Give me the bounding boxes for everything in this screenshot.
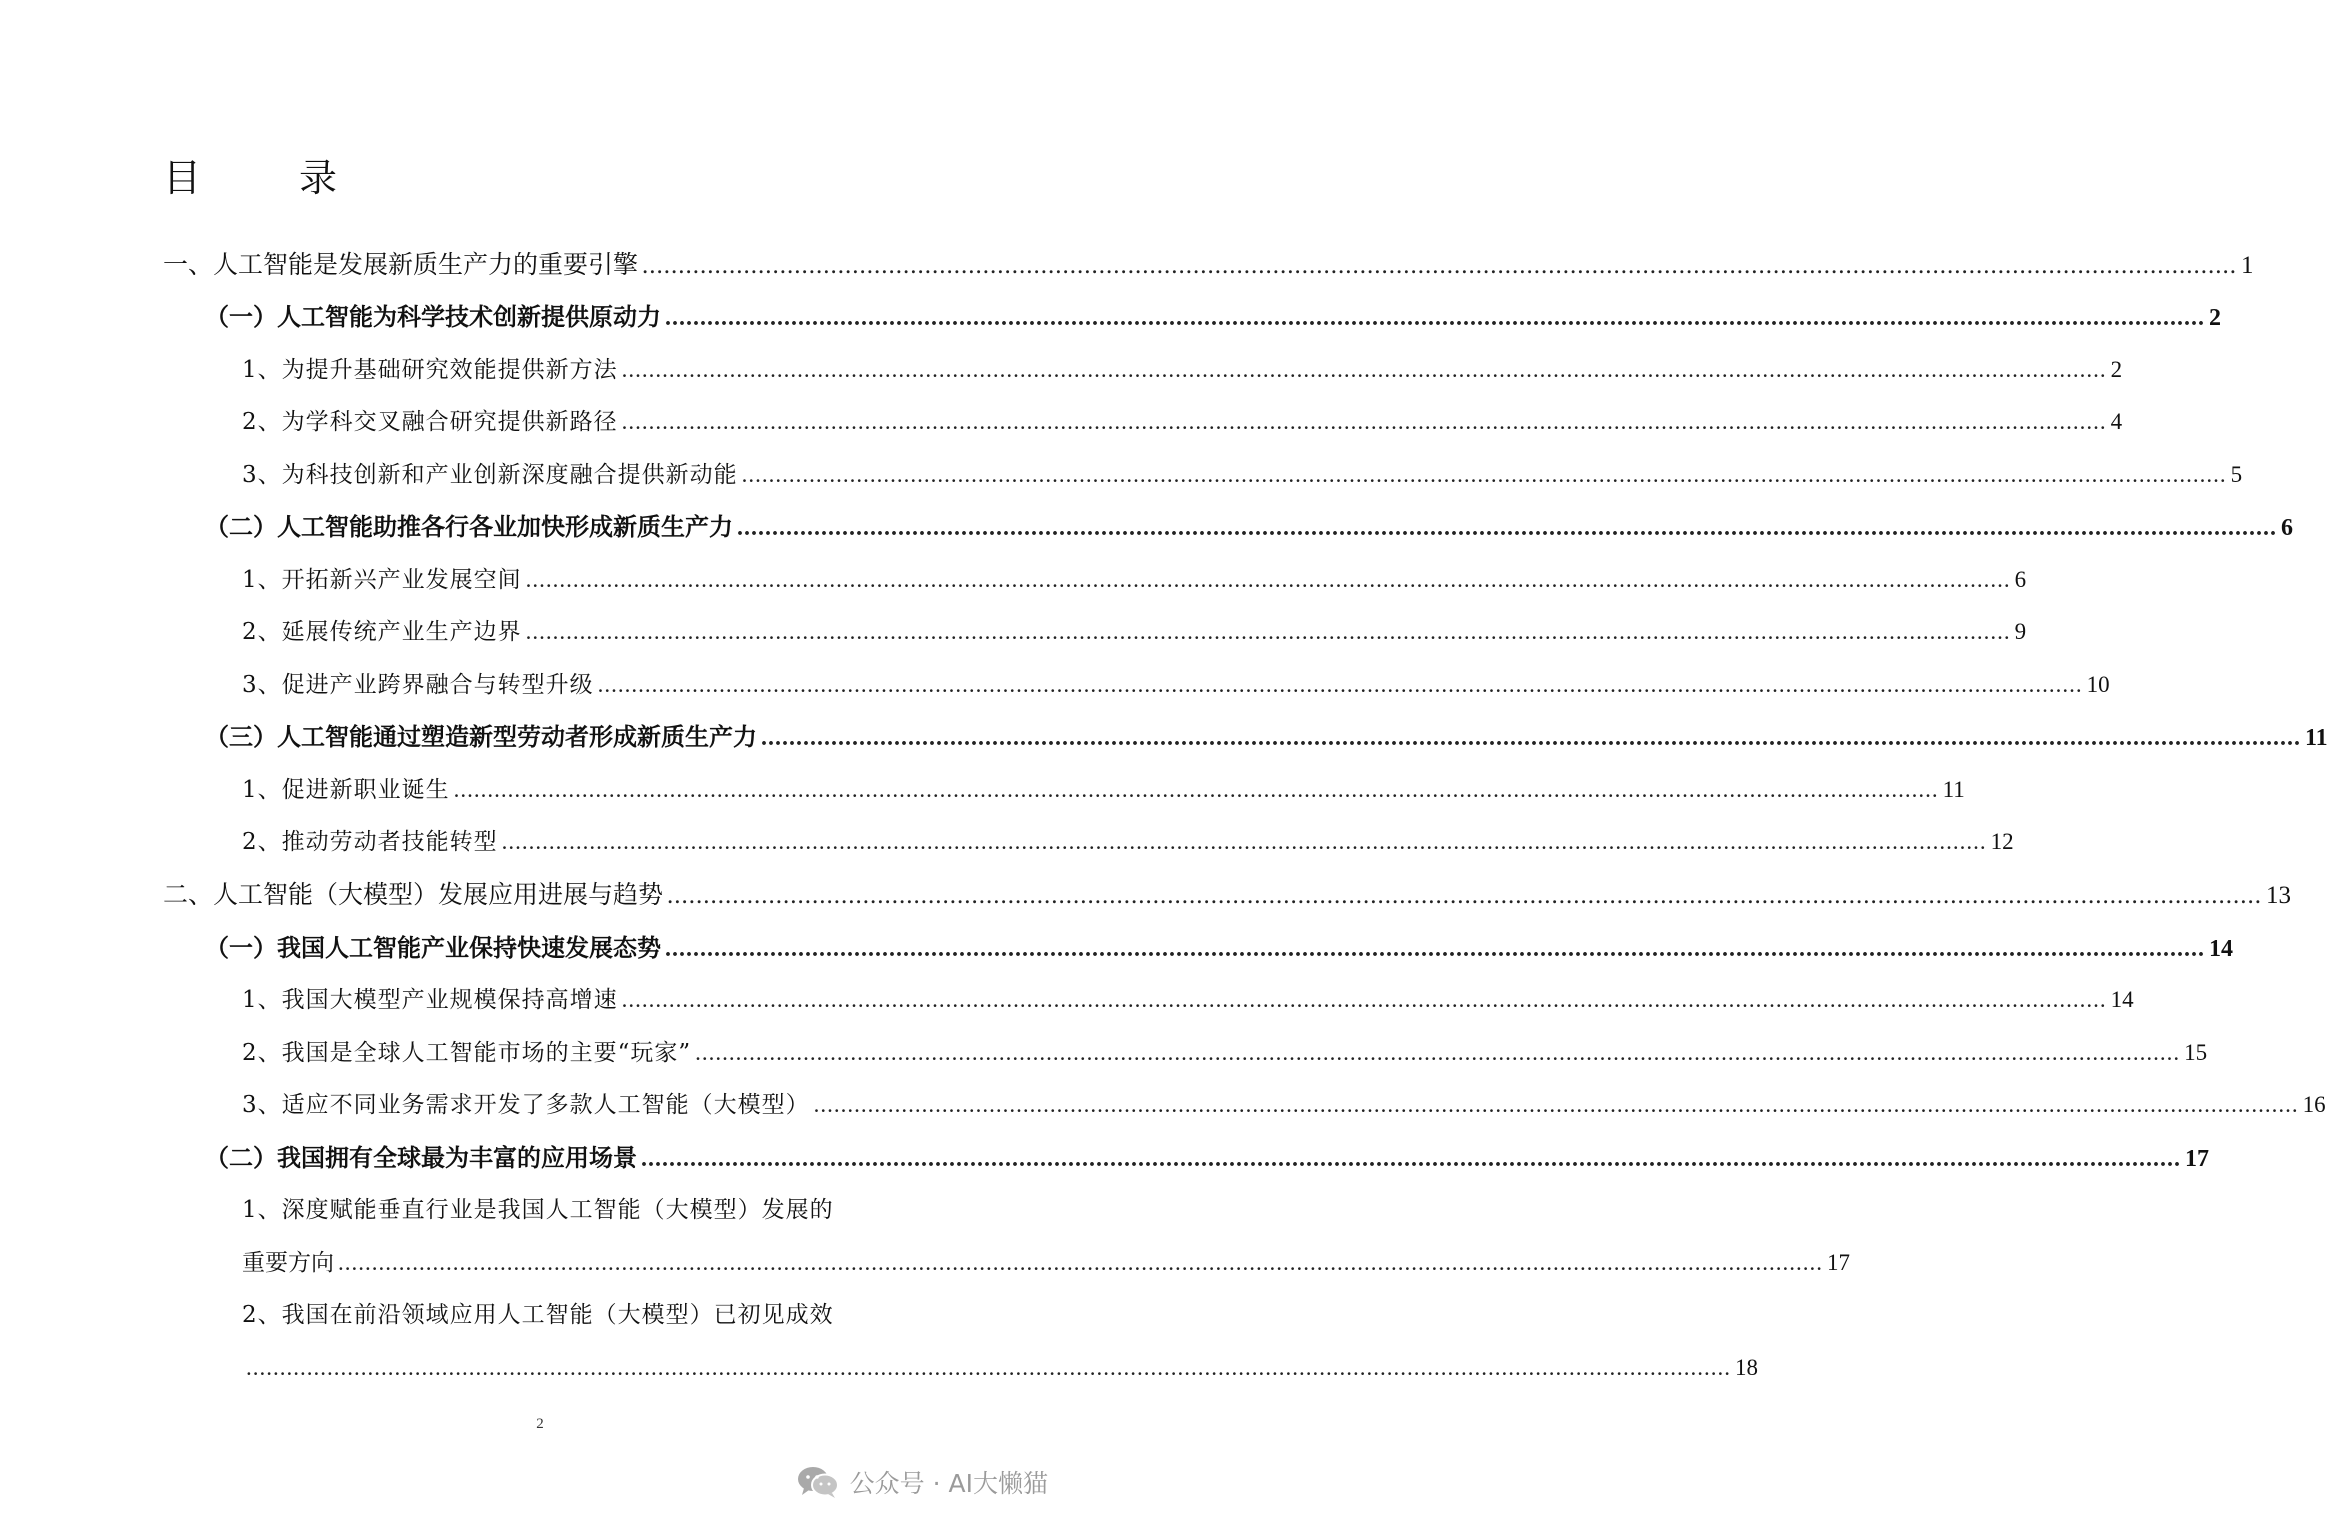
toc-entry[interactable] xyxy=(242,612,2027,652)
toc-page-number: 5 xyxy=(2230,462,2243,487)
toc-entry-text: 1、开拓新兴产业发展空间 xyxy=(242,567,522,593)
toc-entry-text: （二）我国拥有全球最为丰富的应用场景 xyxy=(205,1144,637,1172)
toc-leader-dots: ............................................................................................................................................................................................................................ xyxy=(338,1250,1823,1275)
toc-entry[interactable] xyxy=(242,1033,2208,1073)
toc-entry[interactable] xyxy=(242,402,2123,442)
toc-entry[interactable] xyxy=(242,1348,1758,1388)
toc-page-number: 14 xyxy=(2209,936,2233,962)
toc-leader-dots: ............................................................................................................................................................................................................................ xyxy=(525,619,2011,644)
toc-entry[interactable] xyxy=(205,297,2221,337)
watermark xyxy=(796,1460,1048,1504)
toc-entry-text: 3、适应不同业务需求开发了多款人工智能（大模型） xyxy=(242,1092,810,1118)
toc-entry-text: 1、促进新职业诞生 xyxy=(242,777,450,803)
toc-entry[interactable] xyxy=(242,350,2123,390)
toc-entry[interactable] xyxy=(205,717,2328,757)
toc-page-number: 9 xyxy=(2014,619,2027,644)
toc-page-number: 17 xyxy=(2185,1146,2209,1172)
watermark-text: 公众号 · AI大懒猫 xyxy=(849,1469,1048,1498)
toc-page-number: 6 xyxy=(2014,567,2027,592)
toc-leader-dots: ............................................................................................................................................................................................................................ xyxy=(741,462,2227,487)
toc-entry-text: 一、人工智能是发展新质生产力的重要引擎 xyxy=(163,250,639,279)
toc-page-number: 10 xyxy=(2086,672,2110,697)
toc-leader-dots: ............................................................................................................................................................................................................................ xyxy=(621,987,2107,1012)
toc-leader-dots: ............................................................................................................................................................................................................................ xyxy=(453,777,1939,802)
toc-entry-text: 3、促进产业跨界融合与转型升级 xyxy=(242,672,594,698)
toc-entry[interactable] xyxy=(242,980,2134,1020)
page-title: 目 录 xyxy=(163,156,368,200)
toc-page-number: 16 xyxy=(2302,1092,2326,1117)
toc-entry-text: 2、为学科交叉融合研究提供新路径 xyxy=(242,409,618,435)
toc-leader-dots: ............................................................................................................................................................................................................................ xyxy=(761,725,2301,751)
toc-leader-dots: ............................................................................................................................................................................................................................ xyxy=(667,882,2263,909)
toc-entry[interactable] xyxy=(205,928,2233,968)
toc-page-number: 4 xyxy=(2110,409,2123,434)
toc-entry[interactable] xyxy=(242,1243,1850,1283)
toc-entry[interactable] xyxy=(242,770,1965,810)
toc-leader-dots: ............................................................................................................................................................................................................................ xyxy=(597,672,2083,697)
toc-leader-dots: ............................................................................................................................................................................................................................ xyxy=(621,357,2107,382)
toc-entry-continuation: 重要方向 xyxy=(242,1250,334,1276)
toc-entry-text: 2、延展传统产业生产边界 xyxy=(242,619,522,645)
toc-leader-dots: ............................................................................................................................................................................................................................ xyxy=(665,936,2205,962)
toc-entry[interactable] xyxy=(163,245,2254,285)
toc-entry-text: 2、推动劳动者技能转型 xyxy=(242,829,498,855)
toc-entry-text: 2、我国是全球人工智能市场的主要“玩家” xyxy=(242,1040,692,1066)
toc-leader-dots: ............................................................................................................................................................................................................................ xyxy=(813,1092,2299,1117)
toc-entry-text: 3、为科技创新和产业创新深度融合提供新动能 xyxy=(242,462,738,488)
toc-entry[interactable] xyxy=(242,665,2110,705)
toc-page-number: 13 xyxy=(2266,882,2292,909)
toc-leader-dots: ............................................................................................................................................................................................................................ xyxy=(695,1040,2181,1065)
toc-leader-dots: ............................................................................................................................................................................................................................ xyxy=(621,409,2107,434)
toc-entry[interactable] xyxy=(242,455,2243,495)
toc-entry-text: （二）人工智能助推各行各业加快形成新质生产力 xyxy=(205,513,733,541)
toc-page-number: 2 xyxy=(2110,357,2123,382)
toc-entry[interactable] xyxy=(242,822,2014,862)
page-number: 2 xyxy=(536,1416,544,1432)
toc-page-number: 15 xyxy=(2184,1040,2208,1065)
toc-page-number: 1 xyxy=(2241,252,2254,279)
toc-entry-text: （一）我国人工智能产业保持快速发展态势 xyxy=(205,934,661,962)
toc-leader-dots: ............................................................................................................................................................................................................................ xyxy=(665,305,2205,331)
toc-entry[interactable] xyxy=(205,507,2293,547)
toc-entry-text: 1、为提升基础研究效能提供新方法 xyxy=(242,357,618,383)
toc-page-number: 12 xyxy=(1990,829,2014,854)
toc-page-number: 18 xyxy=(1735,1355,1758,1380)
toc-entry[interactable] xyxy=(242,560,2027,600)
wechat-icon xyxy=(796,1464,840,1500)
toc-page-number: 6 xyxy=(2281,515,2293,541)
toc-leader-dots: ............................................................................................................................................................................................................................ xyxy=(737,515,2277,541)
toc-page-number: 2 xyxy=(2209,305,2221,331)
toc-page-number: 17 xyxy=(1827,1250,1850,1275)
toc-entry-text: 1、深度赋能垂直行业是我国人工智能（大模型）发展的 xyxy=(242,1197,834,1223)
toc-entry[interactable] xyxy=(205,1138,2209,1178)
toc-leader-dots: ............................................................................................................................................................................................................................ xyxy=(501,829,1987,854)
toc-entry-text: 二、人工智能（大模型）发展应用进展与趋势 xyxy=(163,880,664,909)
toc-page-number: 11 xyxy=(2305,725,2328,751)
toc-leader-dots: ............................................................................................................................................................................................................................ xyxy=(246,1355,1731,1380)
toc-leader-dots: ............................................................................................................................................................................................................................ xyxy=(641,1146,2181,1172)
toc-leader-dots: ............................................................................................................................................................................................................................ xyxy=(525,567,2011,592)
toc-leader-dots: ............................................................................................................................................................................................................................ xyxy=(642,252,2238,279)
toc-page-number: 11 xyxy=(1942,777,1965,802)
toc-entry[interactable] xyxy=(163,875,2292,915)
toc-entry-text: 1、我国大模型产业规模保持高增速 xyxy=(242,987,618,1013)
toc-entry-text: （三）人工智能通过塑造新型劳动者形成新质生产力 xyxy=(205,723,757,751)
toc-entry-text: 2、我国在前沿领域应用人工智能（大模型）已初见成效 xyxy=(242,1302,834,1328)
toc-entry-text: （一）人工智能为科学技术创新提供原动力 xyxy=(205,303,661,331)
toc-page-number: 14 xyxy=(2110,987,2134,1012)
toc-entry[interactable] xyxy=(242,1085,2326,1125)
